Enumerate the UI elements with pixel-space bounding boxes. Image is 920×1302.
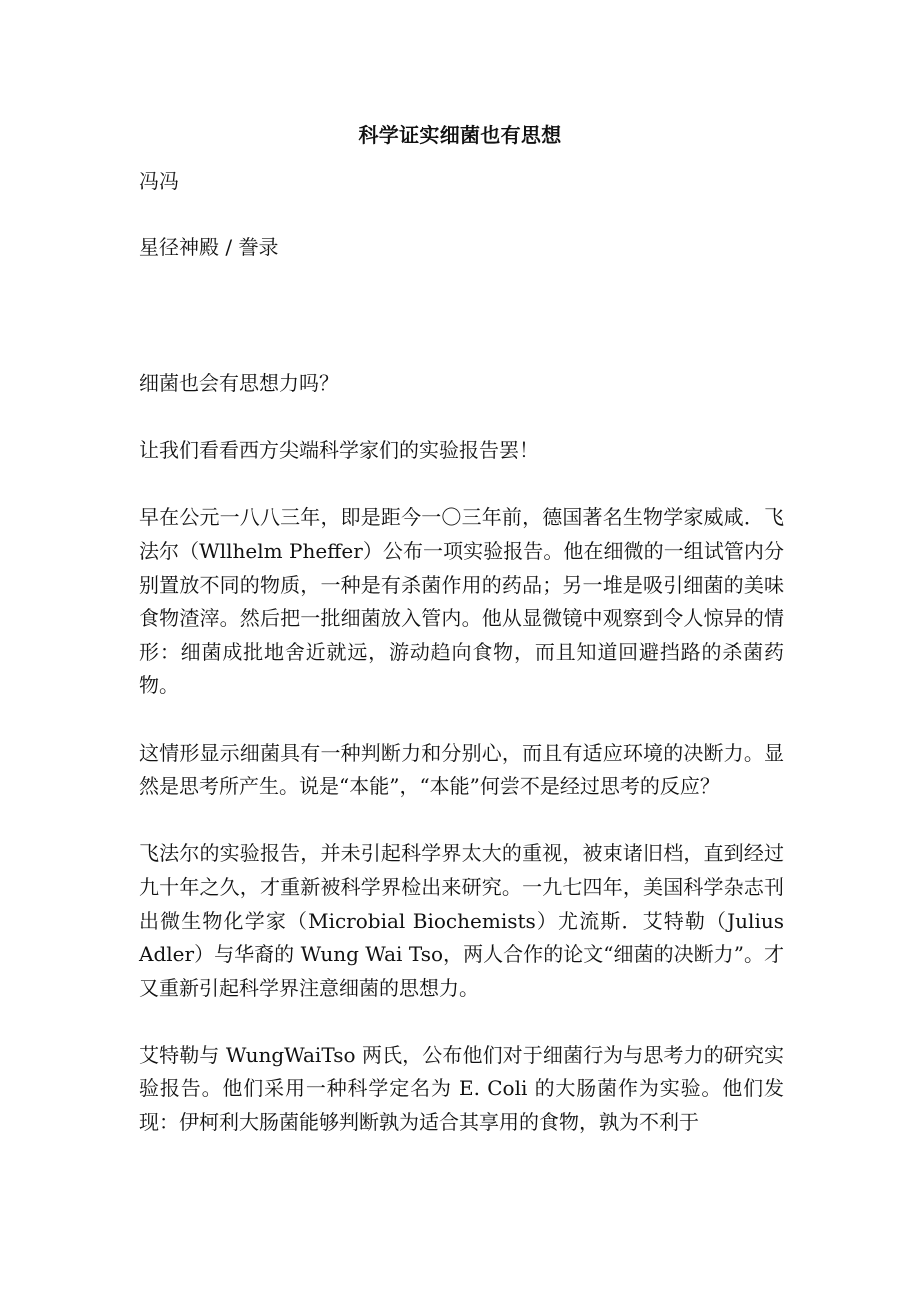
paragraph: 让我们看看西方尖端科学家们的实验报告罢！ [139,438,539,463]
paragraph: 艾特勒与 WungWaiTso 两氏，公布他们对于细菌行为与思考力的研究实验报告。他们采用一种科学定名为 E. Coli 的大肠菌作为实验。他们发现：伊柯利大肠菌能够判断孰为适合其享用的食物，孰为不利于 [139,1042,784,1135]
document-title: 科学证实细菌也有思想 [358,123,562,147]
source-line: 星径神殿 / 誊录 [139,235,279,259]
article-body [139,367,784,1173]
paragraph: 飞法尔的实验报告，并未引起科学界太大的重视，被束诸旧档，直到经过九十年之久，才重新被科学界检出来研究。一九七四年，美国科学杂志刊出微生物化学家（Microbial Biochemists）尤流斯．艾特勒（Julius Adler）与华裔的 Wung Wai Tso，两人合作的论文“细菌的决断力”。才又重新引起科学界注意细菌的思想力。 [139,841,784,1000]
paragraph: 细菌也会有思想力吗？ [139,371,339,395]
author-name: 冯冯 [139,169,179,193]
paragraph: 这情形显示细菌具有一种判断力和分别心，而且有适应环境的决断力。显然是思考所产生。说是“本能”，“本能”何尝不是经过思考的反应？ [139,740,784,799]
paragraph: 早在公元一八八三年，即是距今一〇三年前，德国著名生物学家威咸．飞法尔（Wllhelm Pheffer）公布一项实验报告。他在细微的一组试管内分别置放不同的物质，一种是有杀菌作用的药品；另一堆是吸引细菌的美味食物渣滓。然后把一批细菌放入管内。他从显微镜中观察到令人惊异的情形：细菌成批地舍近就远，游动趋向食物，而且知道回避挡路的杀菌药物。 [139,505,784,698]
